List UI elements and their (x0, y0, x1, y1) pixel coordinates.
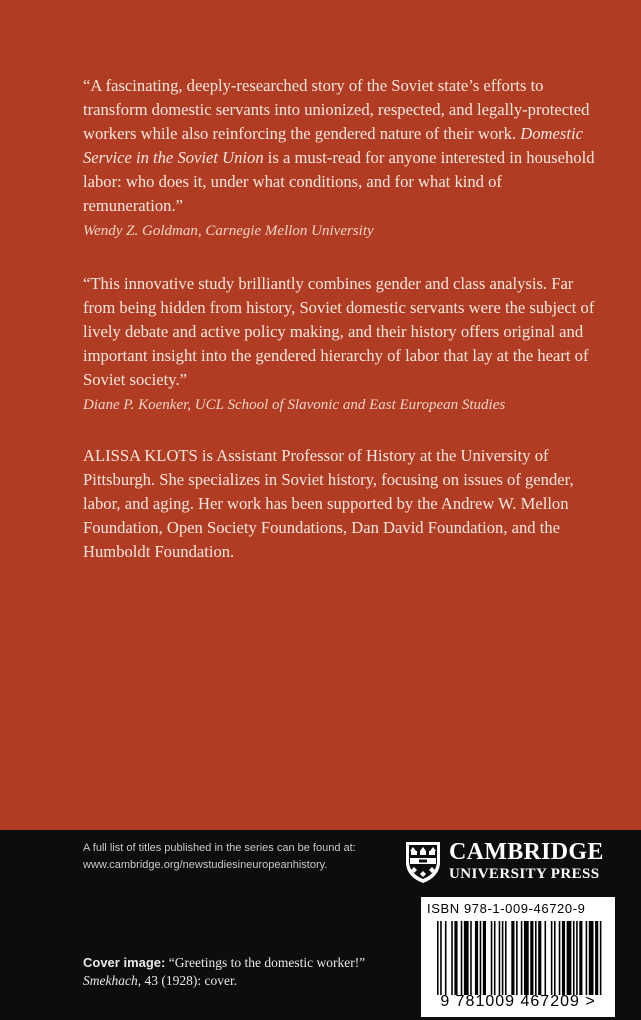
credit-text-after: , 43 (1928): cover. (137, 973, 238, 988)
series-note (83, 840, 393, 874)
author-bio: ALISSA KLOTS is Assistant Professor of History at the University of Pittsburgh. She specializes in Soviet history, focusing on issues of gender, labor, and aging. Her work has been supported by the Andrew W. Mellon Foundation, Open Society Foundations, Dan David Foundation, and the Humboldt Foundation. (83, 446, 574, 561)
series-url: www.cambridge.org/newstudiesineuropeanhistory. (83, 859, 328, 871)
barcode-bar (559, 921, 561, 995)
quote-1-attribution: Wendy Z. Goldman, Carnegie Mellon University (83, 223, 374, 239)
barcode-bar (524, 921, 529, 995)
publisher-name: CAMBRIDGE (449, 839, 604, 865)
barcode-bar (545, 921, 547, 995)
barcode-bar (483, 921, 486, 995)
barcode-bar (445, 921, 447, 995)
quote-1-book-title: Domestic Service in the Soviet Union (83, 124, 583, 167)
barcode-bar (491, 921, 493, 995)
barcode-bar (451, 921, 453, 995)
credit-text-before: “Greetings to the domestic worker!” (165, 955, 366, 970)
quote-1-text-before: “A fascinating, deeply-researched story of the Soviet state’s efforts to transform domestic servants into unionized, respected, and legally-protected workers while also reinforcing the gendered nature of their work. (83, 76, 590, 143)
barcode-bar (494, 921, 496, 995)
barcode-bar (499, 921, 501, 995)
barcode-bar (600, 921, 602, 995)
barcode-bar (538, 921, 541, 995)
barcode-bar (579, 921, 582, 995)
spacer (83, 242, 603, 272)
barcode-bar (437, 921, 439, 995)
barcode-bar (516, 921, 518, 995)
barcode-bar (502, 921, 504, 995)
cambridge-shield-icon (404, 840, 442, 884)
isbn-barcode (421, 897, 615, 1017)
barcode-bar (464, 921, 469, 995)
cover-image-credit (83, 954, 373, 990)
barcode-bar (562, 921, 565, 995)
series-note-line: A full list of titles published in the series can be found at: (83, 842, 356, 854)
barcode-bar (530, 921, 533, 995)
barcode-bar (589, 921, 594, 995)
credit-source: Smekhach (83, 973, 138, 988)
barcode-bar (521, 921, 523, 995)
publisher-logo (404, 836, 624, 886)
quote-2-attribution: Diane P. Koenker, UCL School of Slavonic and East European Studies (83, 397, 506, 413)
barcode-bar (576, 921, 578, 995)
barcode-bar (567, 921, 572, 995)
credit-label: Cover image: (83, 955, 166, 970)
quote-1-text-after: is a must-read for anyone interested in household labor: who does it, under what conditions, and for what kind of remuneration.” (83, 148, 595, 215)
barcode-bar (505, 921, 507, 995)
barcode-bar (595, 921, 598, 995)
barcode-bar (470, 921, 472, 995)
quote-1 (83, 74, 603, 218)
barcode-bar (551, 921, 553, 995)
barcode-bars (437, 921, 603, 995)
barcode-bar (454, 921, 457, 995)
barcode-digits: 9 781009 467209 > (440, 993, 596, 1010)
barcode-bar (480, 921, 482, 995)
barcode-bar (586, 921, 588, 995)
barcode-bar (573, 921, 575, 995)
isbn-label: ISBN 978-1-009-46720-9 (427, 901, 586, 916)
quote-2: “This innovative study brilliantly combines gender and class analysis. Far from being hidden from history, Soviet domestic servants were the subject of lively debate and active policy making, and their history offers original and important insight into the gendered hierarchy of labor that lay at the heart of Soviet society.” (83, 274, 595, 389)
barcode-bar (554, 921, 556, 995)
barcode-bar (440, 921, 442, 995)
barcode-bar (511, 921, 514, 995)
barcode-bar (535, 921, 537, 995)
cover-footer (0, 830, 641, 1020)
blurb-content (83, 74, 603, 564)
spacer (83, 416, 603, 444)
publisher-subname: UNIVERSITY PRESS (449, 866, 600, 882)
barcode-bar (475, 921, 478, 995)
barcode-bar (461, 921, 463, 995)
